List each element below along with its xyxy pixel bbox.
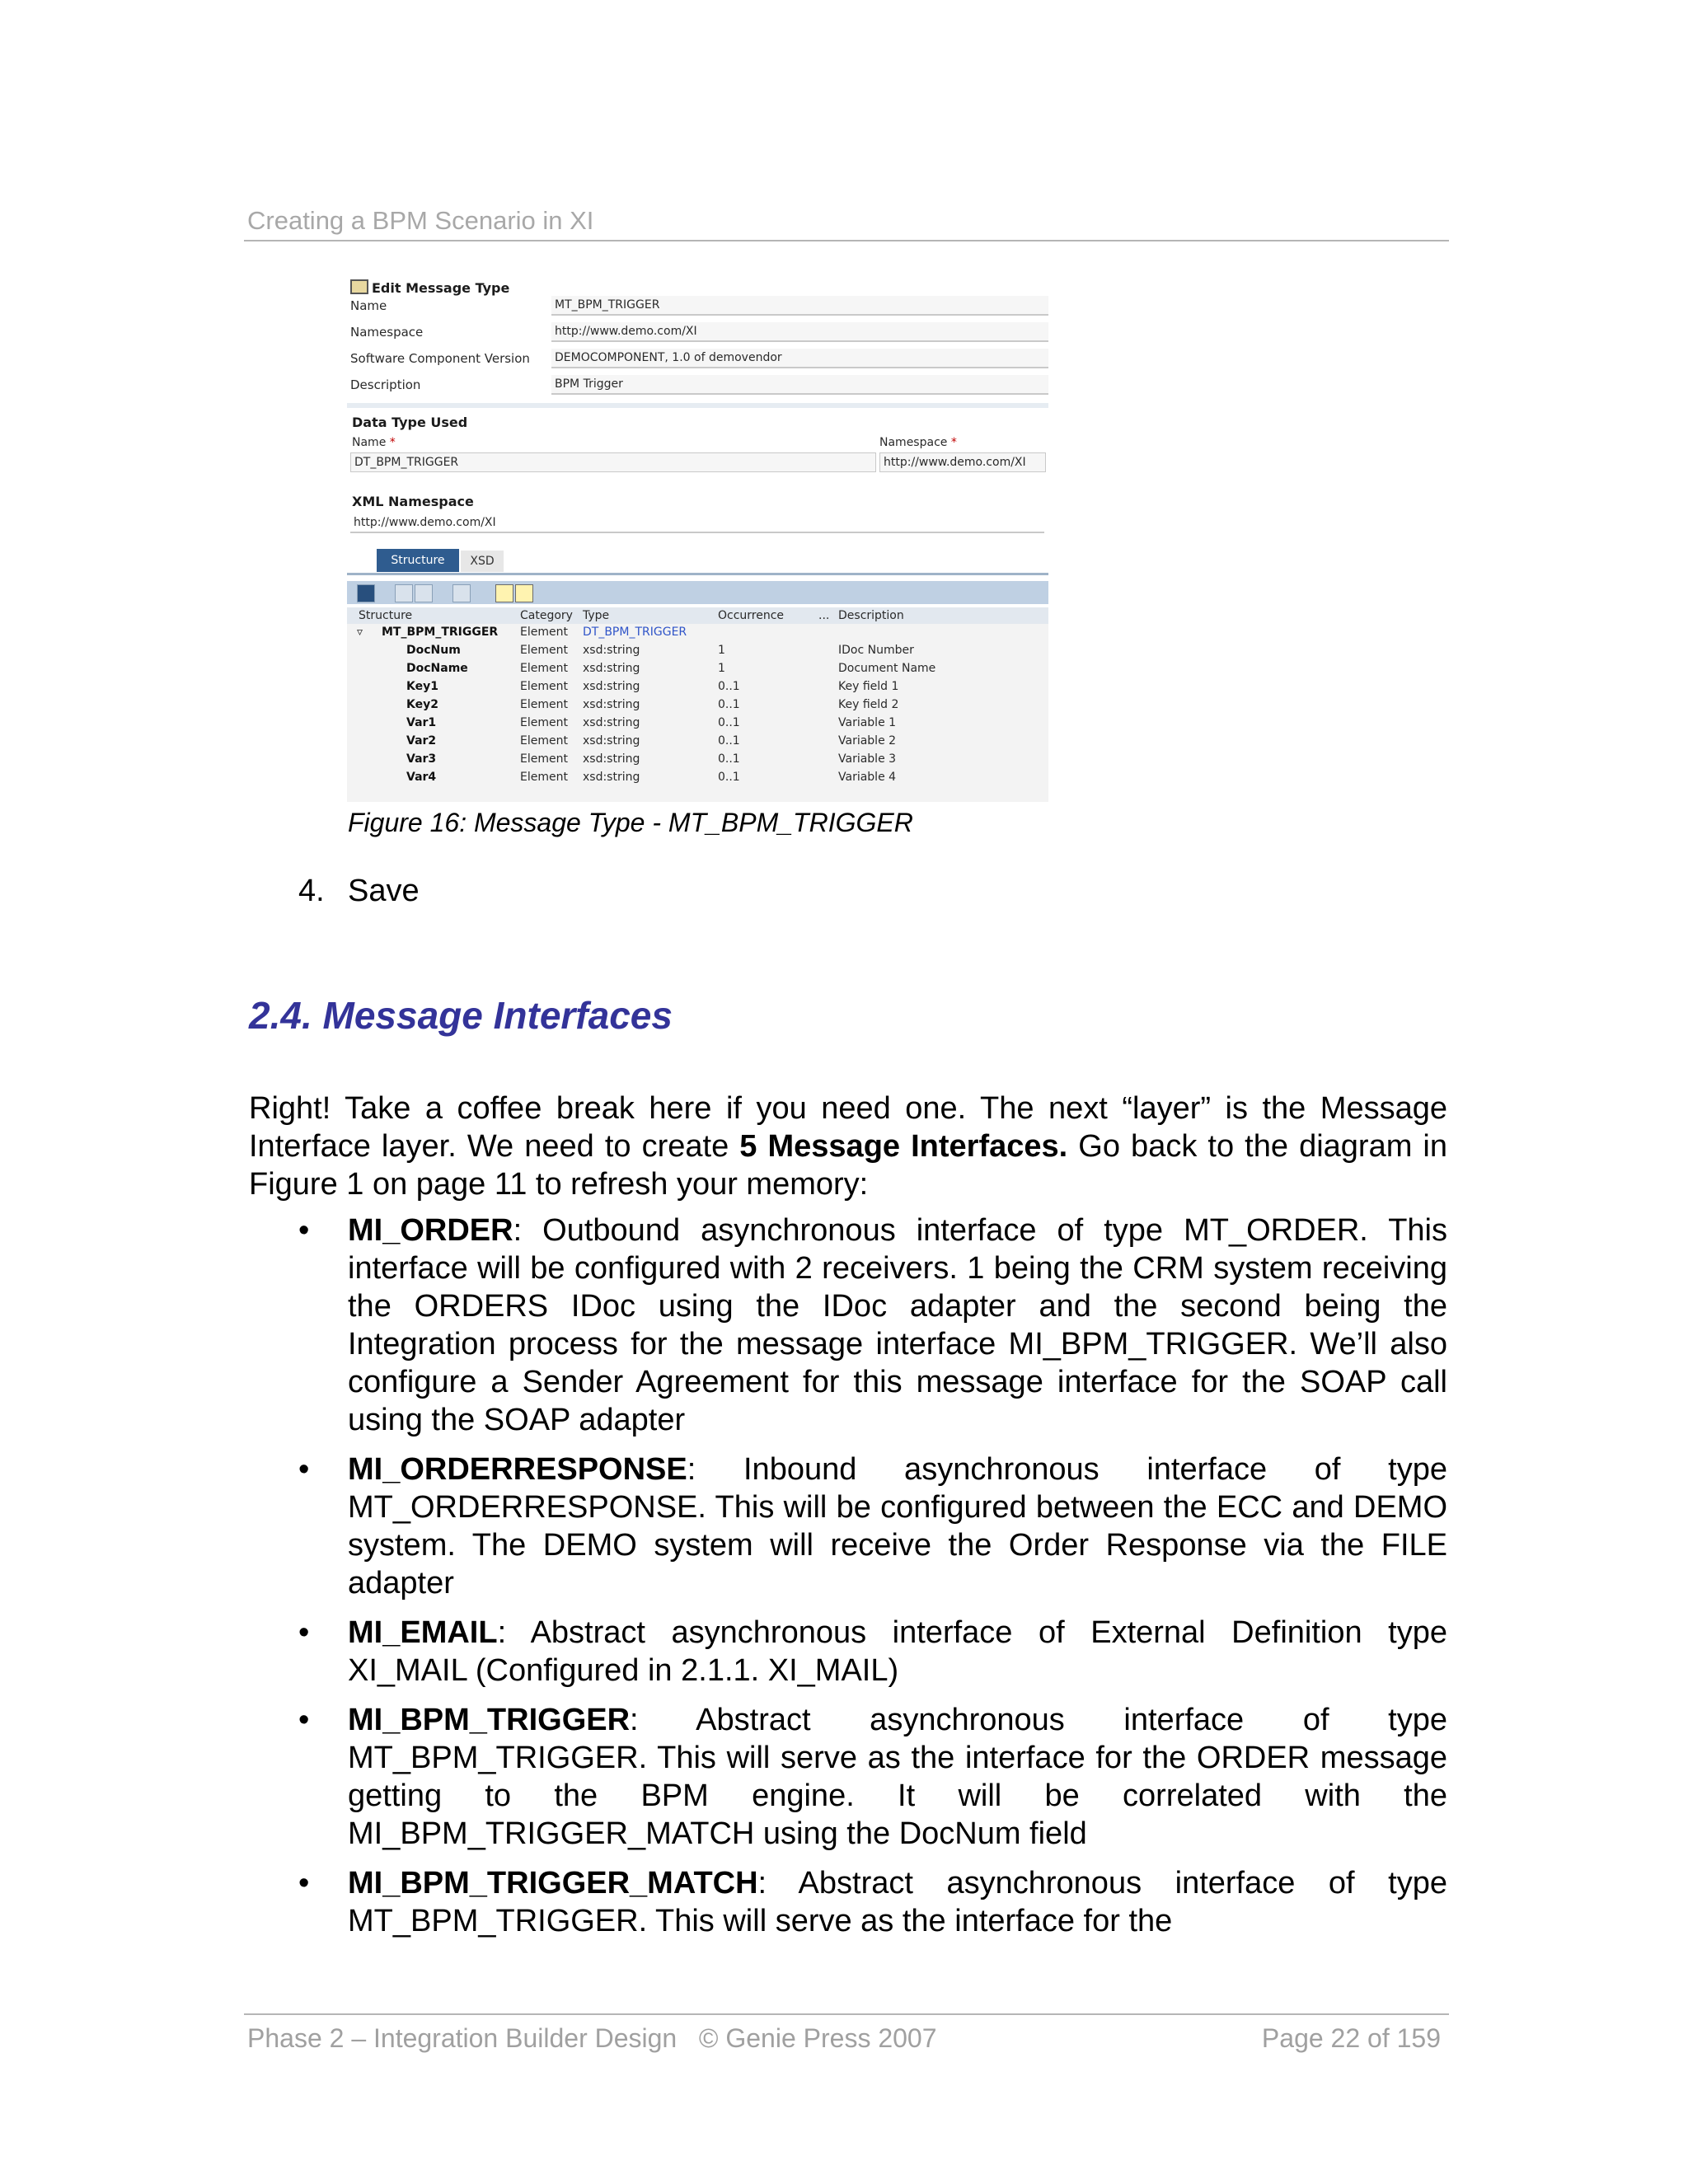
search-icon[interactable]	[357, 584, 375, 602]
list-item: • MI_EMAIL: Abstract asynchronous interface of External Definition type XI_MAIL (Configured in 2.1.1. XI_MAIL)	[298, 1615, 1447, 1688]
data-type-name-field[interactable]: DT_BPM_TRIGGER	[350, 452, 876, 472]
intro-bold: 5 Message Interfaces.	[739, 1129, 1068, 1164]
table-row[interactable]: Var3 Element xsd:string 0..1 Variable 3	[406, 752, 897, 766]
intro-paragraph: Right! Take a coffee break here if you need one. The next “layer” is the Message Interface layer. We need to create 5 Message Interfaces. Go back to the diagram in Figure 1 on page 11 to refresh your memory:	[249, 1091, 1448, 1202]
expand-icon[interactable]: ▿	[357, 626, 363, 639]
running-header: Creating a BPM Scenario in XI	[247, 206, 594, 235]
xml-namespace-field[interactable]: http://www.demo.com/XI	[350, 513, 1044, 533]
field-row-namespace: Namespace http://www.demo.com/XI	[347, 321, 1048, 344]
section-divider	[347, 403, 1048, 408]
table-row[interactable]: DocNum Element xsd:string 1 IDoc Number	[406, 644, 914, 657]
footer-left: Phase 2 – Integration Builder Design © Genie Press 2007	[247, 2023, 937, 2053]
tab-strip	[347, 546, 1048, 575]
bullet-icon: •	[298, 1213, 310, 1248]
page-number: Page 22 of 159	[1261, 2023, 1441, 2053]
structure-grid-header: Structure Category Type Occurrence ... Description	[347, 607, 1048, 625]
tab-structure[interactable]: Structure	[377, 549, 459, 572]
bullet-icon: •	[298, 1452, 310, 1487]
table-row[interactable]: DocName Element xsd:string 1 Document Name	[406, 662, 936, 675]
figure-caption: Figure 16: Message Type - MT_BPM_TRIGGER	[348, 808, 913, 837]
field-row-description: Description BPM Trigger	[347, 373, 1048, 396]
footer-rule	[244, 2013, 1449, 2015]
table-settings-icon[interactable]	[515, 584, 533, 602]
step-number: 4.	[298, 874, 325, 908]
header-rule	[244, 240, 1449, 241]
edit-icon	[350, 279, 368, 294]
table-row[interactable]: Key2 Element xsd:string 0..1 Key field 2	[406, 698, 899, 711]
section-heading: 2.4. Message Interfaces	[249, 994, 673, 1037]
table-row[interactable]: Var2 Element xsd:string 0..1 Variable 2	[406, 734, 897, 748]
table-row[interactable]: Var1 Element xsd:string 0..1 Variable 1	[406, 716, 897, 729]
filter-icon[interactable]	[452, 584, 471, 602]
figure-screenshot: Edit Message Type Name MT_BPM_TRIGGER Namespace http://www.demo.com/XI Software Component Version DEMOCOMPONENT, 1.0 of demovendor Description BPM Trigger Data Type Used Name * Namespace * DT_BPM_TRIGGER http://www.demo.com/XI XML Namespace http://www.demo.com/XI Structure XSD Structure Category Type Occurrence ... Description ▿ MT_BPM_TRIGGER Element DT_BPM_TRIGGER DocNum Element xsd:string 1 IDoc Number DocName Element xsd:string 1 Document Name Key1 Element xsd:string 0..1 Key field 1 Key2 Element xsd:string 0..1 Key field 2 Var1 Element xsd:string 0..1 Variable 1 Var2 Element xsd:string 0..1 Variable 2 Var3 Element xsd:string 0..1 Variable 3 Var4 Element xsd:string 0..1 Variable 4	[347, 274, 1048, 802]
software-component-field[interactable]: DEMOCOMPONENT, 1.0 of demovendor	[551, 349, 1048, 368]
bullet-icon: •	[298, 1615, 310, 1650]
bullet-icon: •	[298, 1866, 310, 1900]
bullet-icon: •	[298, 1703, 310, 1737]
list-item: • MI_ORDERRESPONSE: Inbound asynchronous interface of type MT_ORDERRESPONSE. This will be configured between the ECC and DEMO system. The DEMO system will receive the Order Response via the FILE adapter	[298, 1452, 1447, 1601]
data-type-namespace-field[interactable]: http://www.demo.com/XI	[879, 452, 1046, 472]
table-row[interactable]: Key1 Element xsd:string 0..1 Key field 1	[406, 680, 899, 693]
table-row[interactable]: ▿ MT_BPM_TRIGGER Element DT_BPM_TRIGGER	[357, 626, 687, 639]
field-row-name: Name MT_BPM_TRIGGER	[347, 294, 1048, 317]
list-item: • MI_BPM_TRIGGER_MATCH: Abstract asynchronous interface of type MT_BPM_TRIGGER. This will serve as the interface for the	[298, 1866, 1447, 1938]
data-type-section-label: Data Type Used	[352, 415, 468, 430]
data-type-name-label: Name	[352, 436, 387, 449]
step-text: Save	[348, 874, 420, 908]
list-item: • MI_ORDER: Outbound asynchronous interface of type MT_ORDER. This interface will be configured with 2 receivers. 1 being the CRM system receiving the ORDERS IDoc using the IDoc adapter and the second being the Integration process for the message interface MI_BPM_TRIGGER. We’ll also configure a Sender Agreement for this message interface for the SOAP call using the SOAP adapter	[298, 1213, 1447, 1437]
screen-title: Edit Message Type	[350, 279, 509, 296]
xml-namespace-section-label: XML Namespace	[352, 494, 474, 509]
list-item: • MI_BPM_TRIGGER: Abstract asynchronous interface of type MT_BPM_TRIGGER. This will serve as the interface for the ORDER message getting to the BPM engine. It will be correlated with the MI_BPM_TRIGGER_MATCH using the DocNum field	[298, 1703, 1447, 1851]
tab-xsd[interactable]: XSD	[461, 551, 504, 572]
namespace-field[interactable]: http://www.demo.com/XI	[551, 322, 1048, 342]
name-field[interactable]: MT_BPM_TRIGGER	[551, 296, 1048, 316]
step-item	[298, 874, 420, 909]
layout-icon[interactable]	[495, 584, 513, 602]
data-type-namespace-label: Namespace	[879, 436, 948, 449]
description-field[interactable]: BPM Trigger	[551, 375, 1048, 395]
structure-toolbar	[347, 581, 1048, 604]
delete-row-icon[interactable]	[415, 584, 433, 602]
insert-row-icon[interactable]	[395, 584, 413, 602]
field-row-software-component: Software Component Version DEMOCOMPONENT, 1.0 of demovendor	[347, 347, 1048, 370]
table-row[interactable]: Var4 Element xsd:string 0..1 Variable 4	[406, 771, 897, 784]
interface-list	[249, 1212, 1447, 1952]
